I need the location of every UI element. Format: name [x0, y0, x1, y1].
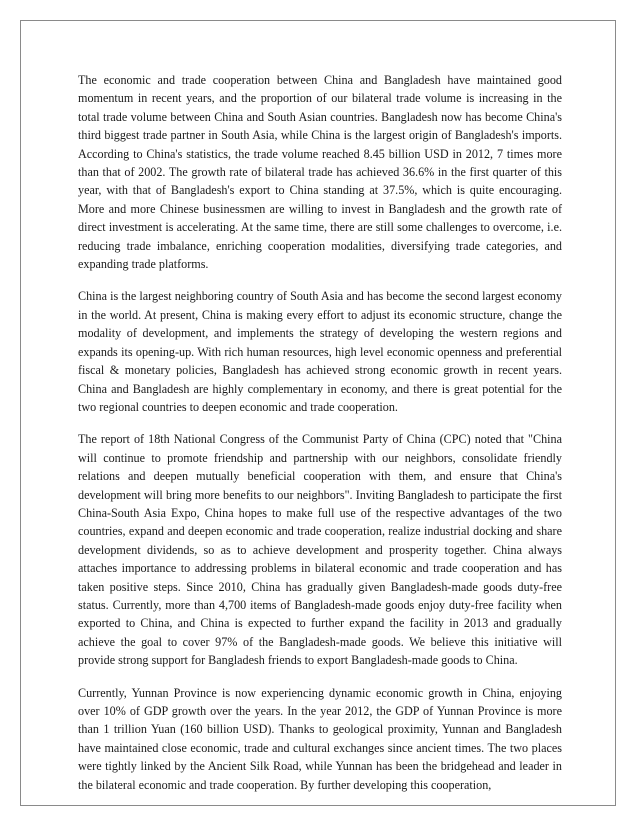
- paragraph-yunnan: Currently, Yunnan Province is now experiencing dynamic economic growth in China, enjoying over 10% of GDP growth over the years. In the year 2012, the GDP of Yunnan Province is more than 1 trillion Yuan (160 billion USD). Thanks to geological proximity, Yunnan and Bangladesh have maintained close economic, trade and cultural exchanges since ancient times. The two places were tightly linked by the Ancient Silk Road, while Yunnan has been the bridgehead and leader in the bilateral economic and trade cooperation. By further developing this cooperation,: [78, 685, 562, 792]
- paragraph-trade-cooperation: The economic and trade cooperation between China and Bangladesh have maintained good momentum in recent years, and the proportion of our bilateral trade volume is increasing in the total trade volume between China and South Asian countries. Bangladesh now has become China's third biggest trade partner in South Asia, while China is the largest origin of Bangladesh's imports. According to China's statistics, the trade volume reached 8.45 billion USD in 2012, 7 times more than that of 2002. The growth rate of bilateral trade has achieved 36.6% in the first quarter of this year, with that of Bangladesh's export to China standing at 37.5%, which is quite encouraging. More and more Chinese businessmen are willing to invest in Bangladesh and the growth rate of direct investment is accelerating. At the same time, there are still some challenges to overcome, i.e. reducing trade imbalance, enriching cooperation modalities, diversifying trade categories, and expanding trade platforms.: [78, 73, 562, 272]
- paragraph-cpc-report: The report of 18th National Congress of the Communist Party of China (CPC) noted that "China will continue to promote friendship and partnership with our neighbors, consolidate friendly relations and deepen mutually beneficial cooperation with them, and ensure that China's development will bring more benefits to our neighbors". Inviting Bangladesh to participate the first China-South Asia Expo, China hopes to make full use of the respective advantages of the two countries, expand and deepen economic and trade cooperation, realize industrial docking and share development dividends, so as to achieve development and prosperity together. China always attaches importance to addressing problems in bilateral economic and trade cooperation and has taken positive steps. Since 2010, China has gradually given Bangladesh-made goods duty-free status. Currently, more than 4,700 items of Bangladesh-made goods enjoy duty-free facility when exported to China, and China is expected to further expand the facility in 2013 and gradually achieve the goal to cover 97% of the Bangladesh-made goods. We believe this initiative will provide strong support for Bangladesh friends to export Bangladesh-made goods to China.: [78, 432, 562, 668]
- document-body: [78, 71, 562, 808]
- paragraph-china-neighbor: China is the largest neighboring country of South Asia and has become the second largest economy in the world. At present, China is making every effort to adjust its economic structure, change the modality of development, and implements the strategy of developing the western regions and expands its opening-up. With rich human resources, high level economic openness and preferential fiscal & monetary policies, Bangladesh has achieved strong economic growth in recent years. China and Bangladesh are highly complementary in economy, and there is great potential for the two regional countries to deepen economic and trade cooperation.: [78, 289, 562, 414]
